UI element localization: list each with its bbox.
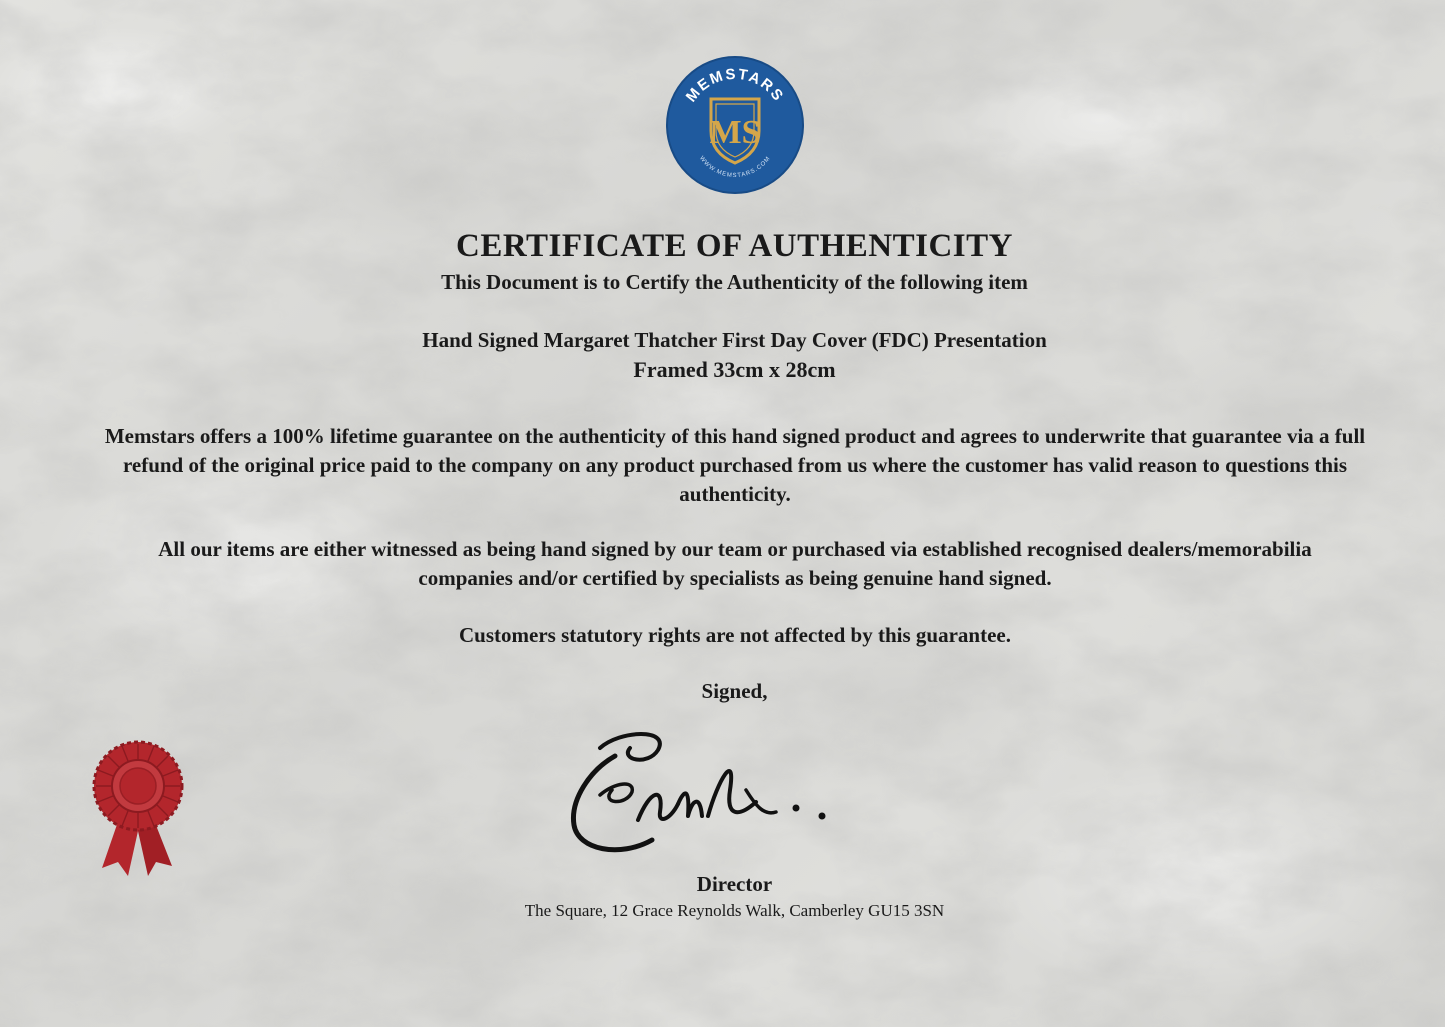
rights-statement: Customers statutory rights are not affected by this guarantee. (459, 623, 1011, 647)
brand-website-arc: WWW.MEMSTARS.COM (698, 155, 772, 180)
brand-monogram: MS (709, 114, 761, 151)
certificate-subtitle: This Document is to Certify the Authenticity of the following item (441, 270, 1028, 294)
handwritten-signature (560, 720, 840, 865)
memstars-badge-icon (663, 55, 808, 195)
certificate-title: CERTIFICATE OF AUTHENTICITY (456, 228, 1013, 264)
signed-label: Signed, (701, 679, 768, 703)
guarantee-paragraph: Memstars offers a 100% lifetime guarantee on the authenticity of this hand signed product and agrees to underwrite that guarantee via a full refund of the original price paid to the company on any product purchased from us where the customer has valid reason to questions this authenticity. (104, 424, 1366, 506)
brand-name-arc: MEMSTARS (682, 65, 788, 106)
signatory-title: Director (696, 872, 773, 896)
red-rosette-seal-icon (88, 740, 188, 880)
sourcing-paragraph: All our items are either witnessed as being hand signed by our team or purchased via established recognised dealers/memorabilia companies and/or certified by specialists as being genuine hand signed. (158, 537, 1312, 590)
company-address: The Square, 12 Grace Reynolds Walk, Camberley GU15 3SN (524, 901, 945, 920)
item-size: Framed 33cm x 28cm (633, 357, 836, 382)
item-name: Hand Signed Margaret Thatcher First Day Cover (FDC) Presentation (422, 328, 1047, 352)
